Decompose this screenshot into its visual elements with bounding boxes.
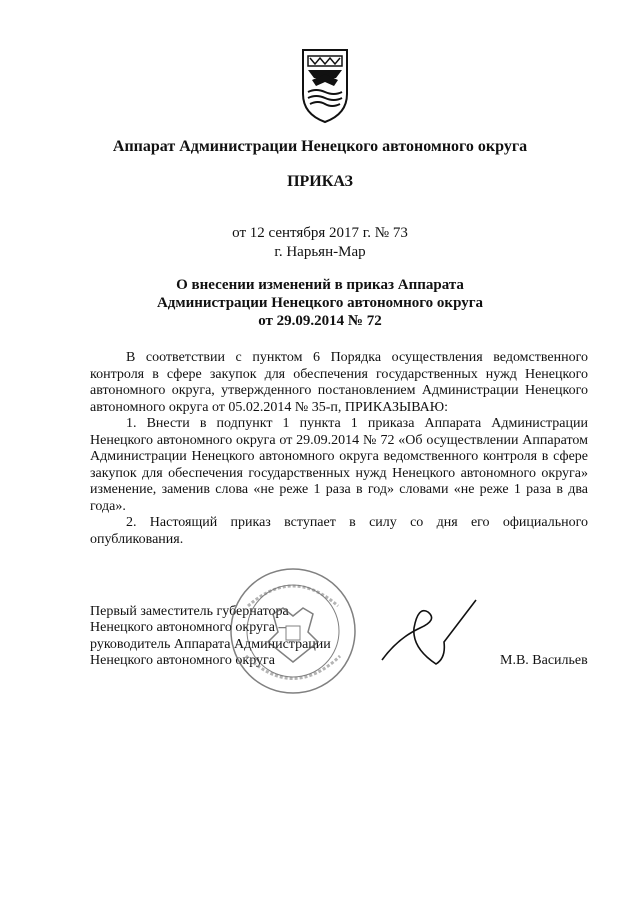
body-paragraph: 1. Внести в подпункт 1 пункта 1 приказа Аппарата Администрации Ненецкого автономного округа от 29.09.2014 № 72 «Об осуществлении Аппаратом Администрации Ненецкого автономного округа ведомственного контроля в сфере закупок для обеспечения государственных нужд Ненецкого автономного округа» изменение, заменив слова «не реже 1 раза в год» словами «не реже 1 раза в два года».: [90, 416, 588, 514]
subject-line: О внесении изменений в приказ Аппарата: [176, 277, 464, 293]
document-subject: [0, 276, 640, 330]
signatory-line: Ненецкого автономного округа: [90, 652, 275, 668]
body-paragraph: 2. Настоящий приказ вступает в силу со дня его официального опубликования.: [90, 515, 588, 547]
handwritten-signature: [378, 598, 478, 668]
coat-of-arms-emblem: [300, 46, 350, 124]
signatory-line: Ненецкого автономного округа –: [90, 620, 286, 636]
organization-title: Аппарат Администрации Ненецкого автономного округа: [112, 138, 528, 155]
document-body: [90, 350, 588, 548]
official-stamp-seal: [228, 566, 358, 696]
document-city: г. Нарьян-Мар: [274, 244, 366, 260]
subject-line: от 29.09.2014 № 72: [258, 313, 382, 329]
document-type: ПРИКАЗ: [287, 173, 353, 190]
signatory-line: руководитель Аппарата Администрации: [90, 636, 331, 652]
signatory-name: М.В. Васильев: [500, 653, 588, 668]
document-date-number: от 12 сентября 2017 г. № 73: [232, 225, 408, 241]
subject-line: Администрации Ненецкого автономного округа: [156, 295, 484, 311]
signatory-line: Первый заместитель губернатора: [90, 604, 289, 619]
body-paragraph: В соответствии с пунктом 6 Порядка осуществления ведомственного контроля в сфере закупок для обеспечения государственных нужд Ненецкого автономного округа, утвержденного постановлением Администрации Ненецкого автономного округа от 05.02.2014 № 35-п, ПРИКАЗЫВАЮ:: [90, 350, 588, 415]
